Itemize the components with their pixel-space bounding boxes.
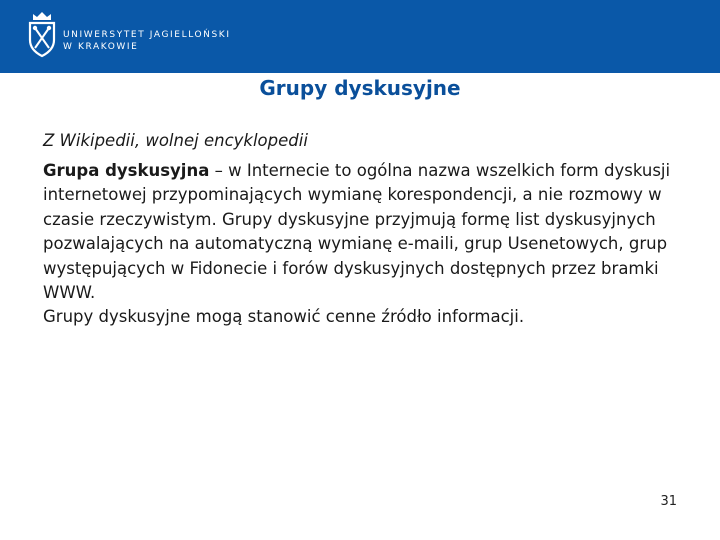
slide-body xyxy=(43,159,703,330)
university-logo-text xyxy=(63,29,231,53)
university-crest-icon xyxy=(27,10,57,62)
logo-line-1: UNIWERSYTET JAGIELLOŃSKI xyxy=(63,30,231,40)
slide-title: Grupy dyskusyjne xyxy=(259,76,461,100)
logo-line-2: W KRAKOWIE xyxy=(63,42,139,52)
university-header-bar xyxy=(0,0,720,73)
definition-text: – w Internecie to ogólna nazwa wszelkich form dyskusji internetowej przypominających wymianę korespondencji, a nie rozmowy w czasie rzeczywistym. Grupy dyskusyjne przyjmują formę list dyskusyjnych pozwalających na automatyczną wymianę e-maili, grup Usenetowych, grup występujących w Fidonecie i forów dyskusyjnych dostępnych przez bramki WWW. xyxy=(43,161,671,303)
note-paragraph: Grupy dyskusyjne mogą stanowić cenne źródło informacji. xyxy=(43,307,525,327)
source-attribution: Z Wikipedii, wolnej encyklopedii xyxy=(43,131,308,150)
defined-term: Grupa dyskusyjna xyxy=(43,161,210,180)
definition-paragraph xyxy=(43,159,703,305)
page-number: 31 xyxy=(660,494,677,509)
